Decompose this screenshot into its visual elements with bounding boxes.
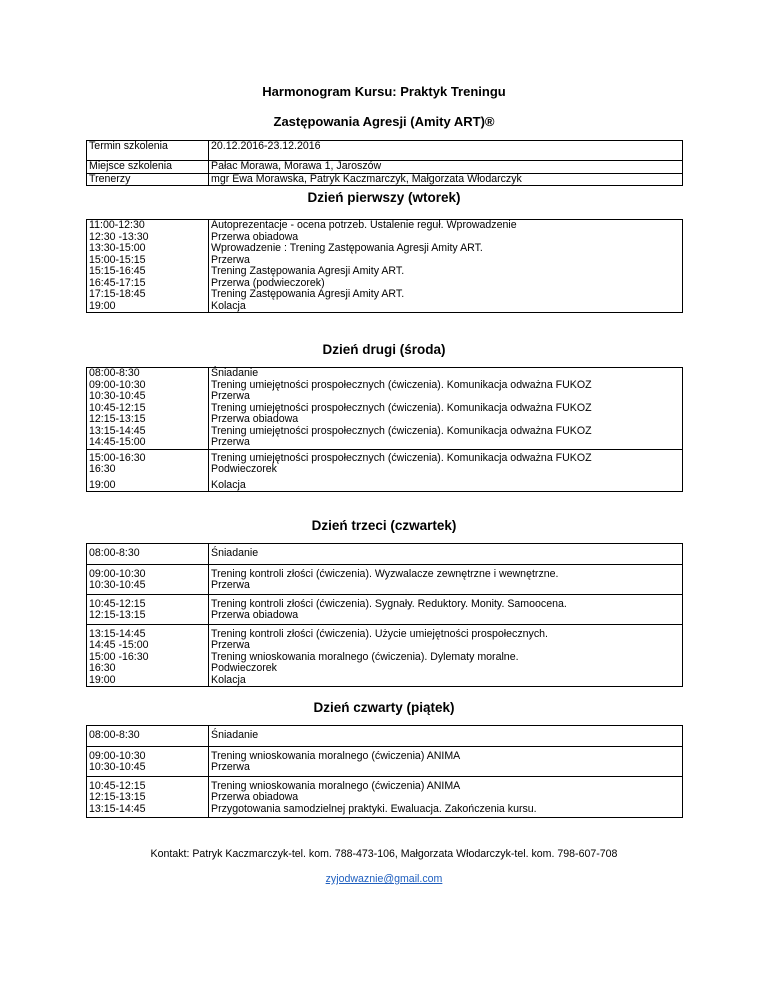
times-cell: [87, 726, 209, 747]
email-line: [0, 873, 768, 885]
time-entry: 16:30: [89, 463, 116, 475]
activity-entry: Trening umiejętności prospołecznych (ćwiczenia). Komunikacja odważna FUKOZ: [211, 401, 592, 414]
table-row: [87, 220, 683, 313]
document-title-line2: Zastępowania Agresji (Amity ART)®: [273, 114, 495, 129]
times-cell: [87, 776, 209, 818]
time-entry: 15:00-15:15: [89, 253, 146, 266]
day-title-4: Dzień czwarty (piątek): [313, 700, 455, 715]
time-entry: 14:45 -15:00: [89, 639, 149, 651]
time-entry: 08:00-8:30: [89, 367, 140, 379]
time-entry: 12:15-13:15: [89, 413, 146, 425]
time-entry: 12:15-13:15: [89, 791, 146, 803]
activity-entry: Podwieczorek: [211, 463, 277, 475]
activity-entry: Przerwa: [211, 253, 250, 266]
info-label: Trenerzy: [87, 173, 209, 186]
schedule-day-3: [86, 543, 683, 687]
time-entry: 16:45-17:15: [89, 276, 146, 289]
activity-entry: Przerwa: [211, 761, 250, 773]
table-row: [87, 564, 683, 594]
time-entry: 13:30-15:00: [89, 242, 146, 254]
activity-entry: Autoprezentacje - ocena potrzeb. Ustalenie reguł. Wprowadzenie: [211, 219, 517, 231]
activities-cell: [209, 746, 683, 776]
activities-cell: [209, 726, 683, 747]
activity-entry: Przerwa obiadowa: [211, 609, 299, 621]
info-label: Miejsce szkolenia: [87, 161, 209, 174]
time-entry: 15:00 -16:30: [89, 650, 149, 663]
activities-cell: [209, 564, 683, 594]
contact-text: Kontakt: Patryk Kaczmarczyk-tel. kom. 788-473-106, Małgorzata Włodarczyk-tel. kom. 798-607-708: [150, 848, 618, 860]
email-link[interactable]: zyjodwaznie@gmail.com: [325, 873, 443, 885]
times-cell: [87, 746, 209, 776]
activity-entry: Przygotowania samodzielnej praktyki. Ewaluacja. Zakończenia kursu.: [211, 802, 537, 815]
table-row: [87, 544, 683, 565]
activity-entry: Przerwa obiadowa: [211, 791, 299, 803]
time-entry: 09:00-10:30: [89, 378, 146, 391]
time-entry: 19:00: [89, 673, 116, 686]
times-cell: [87, 449, 209, 492]
activity-entry: Przerwa: [211, 390, 250, 402]
activity-entry: Śniadanie: [211, 547, 259, 559]
time-entry: 10:45-12:15: [89, 779, 146, 792]
activities-cell: [209, 449, 683, 492]
time-entry: 11:00-12:30: [89, 219, 145, 231]
day-title-1: Dzień pierwszy (wtorek): [307, 190, 461, 205]
info-value: Pałac Morawa, Morawa 1, Jaroszów: [209, 161, 683, 174]
time-entry: 17:15-18:45: [89, 288, 146, 300]
activities-cell: [209, 594, 683, 624]
activity-entry: Kolacja: [211, 478, 246, 491]
activity-entry: Przerwa: [211, 579, 250, 591]
info-row-trainers: [87, 173, 683, 186]
times-cell: [87, 594, 209, 624]
time-entry: 09:00-10:30: [89, 567, 146, 580]
times-cell: [87, 220, 209, 313]
activities-cell: [209, 776, 683, 818]
activity-entry: Kolacja: [211, 299, 246, 312]
activity-entry: Wprowadzenie : Trening Zastępowania Agresji Amity ART.: [211, 242, 483, 254]
table-row: [87, 624, 683, 687]
time-entry: 08:00-8:30: [89, 547, 140, 559]
activity-entry: Trening umiejętności prospołecznych (ćwiczenia). Komunikacja odważna FUKOZ: [211, 378, 592, 391]
activity-entry: Przerwa obiadowa: [211, 413, 299, 425]
info-table: [86, 140, 683, 186]
times-cell: [87, 368, 209, 450]
times-cell: [87, 564, 209, 594]
schedule-day-4: [86, 725, 683, 818]
time-entry: 10:30-10:45: [89, 390, 146, 402]
activity-entry: Trening wnioskowania moralnego (ćwiczenia) ANIMA: [211, 779, 461, 792]
day-title-2: Dzień drugi (środa): [322, 342, 446, 357]
times-cell: [87, 544, 209, 565]
time-entry: 16:30: [89, 662, 116, 674]
activity-entry: Trening kontroli złości (ćwiczenia). Sygnały. Reduktory. Monity. Samoocena.: [211, 597, 567, 610]
table-row: [87, 776, 683, 818]
info-row-term: [87, 141, 683, 161]
activity-entry: Trening wnioskowania moralnego (ćwiczenia) ANIMA: [211, 749, 461, 762]
activity-entry: Trening wnioskowania moralnego (ćwiczenia). Dylematy moralne.: [211, 650, 519, 663]
activities-cell: [209, 544, 683, 565]
time-entry: 13:15-14:45: [89, 627, 146, 640]
time-entry: 14:45-15:00: [89, 436, 146, 448]
time-entry: 10:45-12:15: [89, 401, 146, 414]
time-entry: 15:15-16:45: [89, 265, 146, 277]
activity-entry: Trening Zastępowania Agresji Amity ART.: [211, 265, 405, 277]
activity-entry: Przerwa (podwieczorek): [211, 276, 325, 289]
activity-entry: Trening kontroli złości (ćwiczenia). Wyzwalacze zewnętrzne i wewnętrzne.: [211, 567, 559, 580]
time-entry: 15:00-16:30: [89, 451, 146, 464]
table-row: [87, 746, 683, 776]
time-entry: 19:00: [89, 478, 116, 491]
table-row: [87, 594, 683, 624]
table-row: [87, 368, 683, 450]
activity-entry: Trening umiejętności prospołecznych (ćwiczenia). Komunikacja odważna FUKOZ: [211, 424, 592, 437]
table-row: [87, 726, 683, 747]
info-value: 20.12.2016-23.12.2016: [209, 141, 683, 161]
time-entry: 10:30-10:45: [89, 579, 146, 591]
activity-entry: Śniadanie: [211, 367, 259, 379]
activities-cell: [209, 220, 683, 313]
document-title-line1: Harmonogram Kursu: Praktyk Treningu: [262, 84, 506, 99]
time-entry: 12:30 -13:30: [89, 230, 149, 243]
activity-entry: Trening Zastępowania Agresji Amity ART.: [211, 288, 405, 300]
time-entry: 19:00: [89, 299, 116, 312]
schedule-day-1: [86, 219, 683, 313]
time-entry: 10:30-10:45: [89, 761, 146, 773]
time-entry: 12:15-13:15: [89, 609, 146, 621]
activity-entry: Przerwa: [211, 639, 250, 651]
day-title-3: Dzień trzeci (czwartek): [311, 518, 457, 533]
time-entry: 08:00-8:30: [89, 729, 140, 741]
time-entry: 09:00-10:30: [89, 749, 146, 762]
activity-entry: Przerwa obiadowa: [211, 230, 299, 243]
info-row-place: [87, 161, 683, 174]
activities-cell: [209, 368, 683, 450]
activity-entry: Kolacja: [211, 673, 246, 686]
time-entry: 13:15-14:45: [89, 424, 146, 437]
activity-entry: Trening kontroli złości (ćwiczenia). Użycie umiejętności prospołecznych.: [211, 627, 548, 640]
info-value: mgr Ewa Morawska, Patryk Kaczmarczyk, Małgorzata Włodarczyk: [209, 173, 683, 186]
activities-cell: [209, 624, 683, 687]
activity-entry: Trening umiejętności prospołecznych (ćwiczenia). Komunikacja odważna FUKOZ: [211, 451, 592, 464]
time-entry: 10:45-12:15: [89, 597, 146, 610]
schedule-day-2: [86, 367, 683, 492]
time-entry: 13:15-14:45: [89, 802, 146, 815]
table-row: [87, 449, 683, 492]
times-cell: [87, 624, 209, 687]
activity-entry: Śniadanie: [211, 729, 259, 741]
activity-entry: Przerwa: [211, 436, 250, 448]
info-label: Termin szkolenia: [87, 141, 209, 161]
activity-entry: Podwieczorek: [211, 662, 277, 674]
